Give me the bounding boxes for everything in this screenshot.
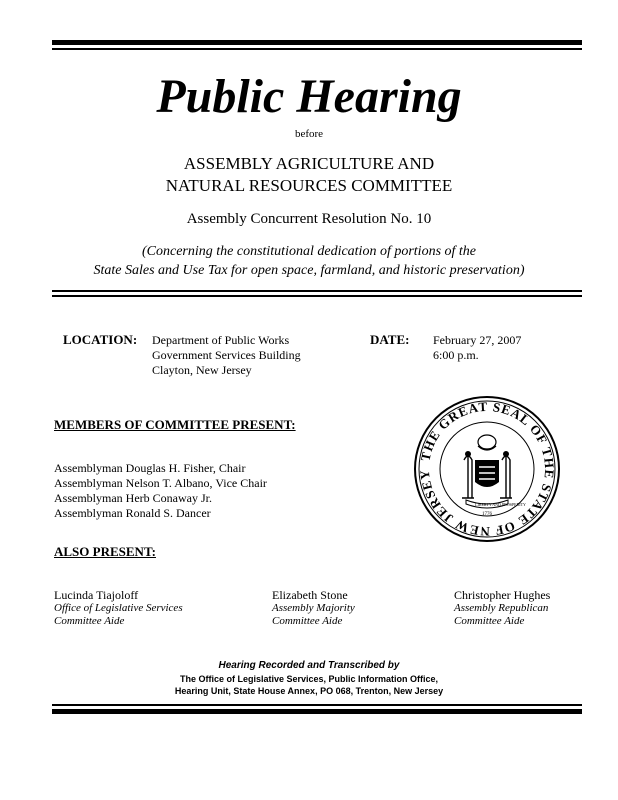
resolution-subject — [0, 242, 618, 280]
committee-name — [0, 153, 618, 197]
footer-credit: Hearing Recorded and Transcribed by — [218, 660, 400, 671]
attendee-3 — [454, 588, 550, 628]
attendee-org: Assembly Republican — [454, 602, 549, 614]
middle-rule-upper — [52, 290, 582, 292]
attendee-org: Office of Legislative Services — [54, 602, 183, 614]
bottom-rule-thin — [52, 704, 582, 706]
attendee-role: Committee Aide — [54, 615, 125, 627]
date-value — [433, 333, 521, 363]
attendee-1 — [54, 588, 183, 628]
middle-rule-lower — [52, 295, 582, 297]
top-rule-thick — [52, 40, 582, 45]
footer-address: Hearing Unit, State House Annex, PO 068, Trenton, New Jersey — [174, 686, 444, 696]
seal-year: 1776 — [482, 512, 492, 517]
page-title: Public Hearing — [156, 70, 462, 123]
attendee-name: Christopher Hughes — [454, 588, 551, 602]
location-line: Government Services Building — [152, 348, 301, 362]
also-present-heading: ALSO PRESENT: — [54, 544, 156, 559]
date-line: February 27, 2007 — [433, 333, 522, 347]
location-line: Clayton, New Jersey — [152, 363, 252, 377]
date-label: DATE: — [370, 332, 410, 347]
member-item: Assemblyman Nelson T. Albano, Vice Chair — [54, 476, 267, 490]
members-list — [54, 461, 267, 521]
attendee-2 — [272, 588, 355, 628]
attendee-name: Elizabeth Stone — [272, 588, 348, 602]
committee-line-2: NATURAL RESOURCES COMMITTEE — [165, 176, 453, 195]
seal-graphic — [412, 394, 562, 544]
resolution-title: Assembly Concurrent Resolution No. 10 — [186, 211, 432, 227]
member-item: Assemblyman Herb Conaway Jr. — [54, 491, 212, 505]
member-item: Assemblyman Douglas H. Fisher, Chair — [54, 461, 246, 475]
location-label: LOCATION: — [63, 332, 138, 347]
attendee-name: Lucinda Tiajoloff — [54, 588, 139, 602]
attendee-role: Committee Aide — [272, 615, 343, 627]
footer-office: The Office of Legislative Services, Public Information Office, — [179, 674, 439, 684]
member-item: Assemblyman Ronald S. Dancer — [54, 506, 211, 520]
attendee-role: Committee Aide — [454, 615, 525, 627]
committee-line-1: ASSEMBLY AGRICULTURE AND — [183, 154, 435, 173]
top-rule-thin — [52, 48, 582, 50]
date-line: 6:00 p.m. — [433, 348, 479, 362]
location-line: Department of Public Works — [152, 333, 290, 347]
location-value — [152, 333, 301, 378]
state-seal-icon — [412, 394, 562, 544]
before-text: before — [294, 128, 324, 140]
members-heading: MEMBERS OF COMMITTEE PRESENT: — [54, 417, 296, 432]
bottom-rule-thick — [52, 709, 582, 714]
subject-line-1: (Concerning the constitutional dedication of portions of the — [141, 244, 477, 259]
attendee-org: Assembly Majority — [272, 602, 355, 614]
subject-line-2: State Sales and Use Tax for open space, farmland, and historic preservation) — [93, 263, 525, 278]
seal-ring-text: THE GREAT SEAL OF THE STATE OF NEW JERSEY — [416, 398, 558, 540]
seal-motto: LIBERTY AND PROSPERITY — [475, 502, 526, 507]
